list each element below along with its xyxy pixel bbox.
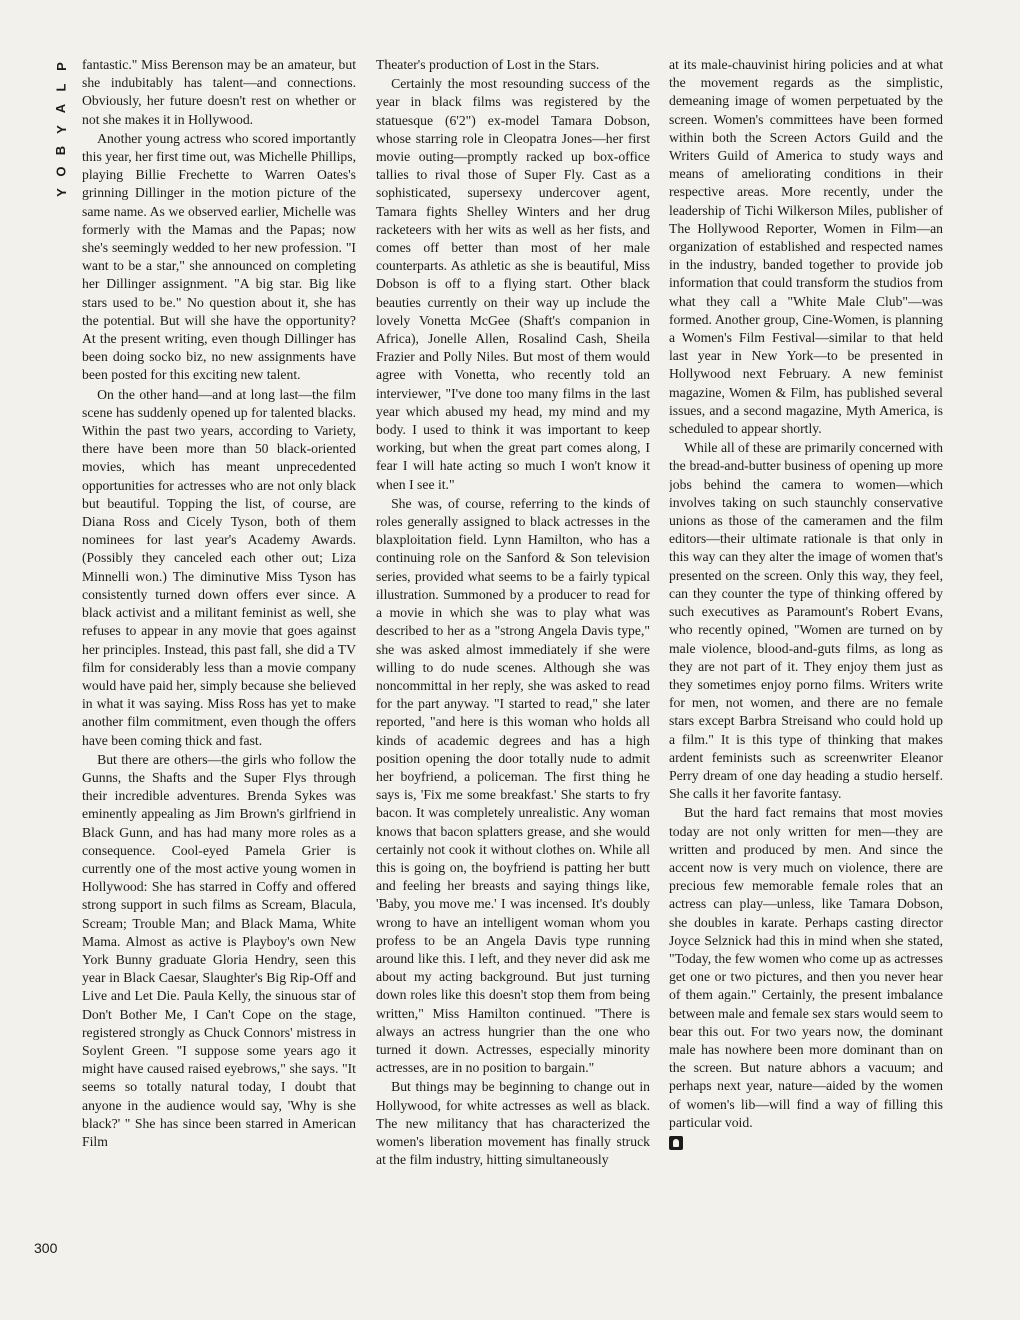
paragraph: On the other hand—and at long last—the film scene has suddenly opened up for talented blacks. Within the past two years, according to Variety, there have been more than 50 black-oriented movies, which has meant unprecedented opportunities for actresses who are not only black but beautiful. Topping the list, of course, are Diana Ross and Cicely Tyson, both of them nominees for last year's Academy Awards. (Possibly they canceled each other out; Liza Minnelli won.) The diminutive Miss Tyson has consistently turned down offers ever since. A black activist and a militant feminist as well, she refuses to appear in any movie that goes against her principles. Instead, this past fall, she did a TV film for considerably less than a movie company would have paid her, simply because she believed in what it was saying. Miss Ross has yet to make another film commitment, even though the offers have been coming thick and fast. — [82, 386, 356, 748]
paragraph: Certainly the most resounding success of the year in black films was registered by the statuesque (6'2") ex-model Tamara Dobson, whose starring role in Cleopatra Jones—her first movie outing—promptly racked up box-office tallies to rival those of Super Fly. Cast as a sophisticated, supersexy undercover agent, Tamara fights Shelley Winters and her drug racketeers with her wits as well as her fists, and comes off better than most of her male counterparts. As athletic as she is beautiful, Miss Dobson is off to a flying start. Other black beauties currently on their way up include the lovely Vonetta McGee (Shaft's companion in Africa), Jonelle Allen, Rosalind Cash, Sheila Frazier and Polly Niles. But most of them would agree with Vonetta, who recently told an interviewer, "I've done too many films in the last year which abused my head, my mind and my body. I used to think it was important to keep working, but when the great part comes along, I fear I will hate acting so much I won't know it when I see it." — [376, 76, 650, 492]
page-number: 300 — [34, 1240, 58, 1256]
paragraph: But there are others—the girls who follow the Gunns, the Shafts and the Super Flys through their incredible adventures. Brenda Sykes was eminently appealing as Jim Brown's girlfriend in Black Gunn, and has had many more roles as a consequence. Cool-eyed Pamela Grier is currently one of the most active young women in Hollywood: She has starred in Coffy and offered strong support in such films as Scream, Blacula, Scream; Trouble Man; and Black Mama, White Mama. Almost as active is Playboy's own New York Bunny graduate Gloria Hendry, seen this year in Black Caesar, Slaughter's Big Rip-Off and Live and Let Die. Paula Kelly, the sinuous star of Don't Bother Me, I Can't Cope on the stage, registered strongly as Chuck Connors' mistress in Soylent Green. "I suppose some years ago it might have caused raised eyebrows," she says. "It seems so totally natural today, I doubt that anyone in the audience would say, 'Why is she black?' " She has since been starred in American Film — [82, 751, 356, 1149]
masthead-letter: L — [53, 83, 69, 92]
paragraph: Theater's production of Lost in the Stars. — [376, 57, 600, 72]
paragraph: While all of these are primarily concerned with the bread-and-butter business of opening up more jobs behind the camera to women—which involves taking on such staunchly conservative unions as those of the cameramen and the film editors—their ultimate rationale is that only in this way can they alter the image of women that's presented on the screen. Only this way, they feel, can they counter the type of thinking offered by such executives as Paramount's Robert Evans, who recently opined, "Women are turned on by male violence, blood-and-guts films, as long as they are not part of it. They enjoy them just as they sometimes enjoy porno films. Writers write for men, not women, and there are no female stars except Barbra Streisand who could hold up a film." It is this type of thinking that makes ardent feminists such as screenwriter Eleanor Perry dream of one day heading a studio herself. She calls it her favorite fantasy. — [669, 440, 943, 802]
rabbit-head-icon — [669, 1136, 683, 1150]
paragraph: But the hard fact remains that most movies today are not only written for men—they are written and produced by men. And since the accent now is very much on violence, there are precious few memorable female roles that an actress can play—unless, like Tamara Dobson, she doubles in karate. Perhaps casting director Joyce Selznick had this in mind when she stated, "Today, the few women who come up as actresses get one or two pictures, and then you never hear of them again." Certainly, the present imbalance between male and female sex stars would seem to bear this out. For two years now, the dominant male has nowhere been more dominant than on the screen. But nature abhors a vacuum; and perhaps next year, nature—aided by the women of women's lib—will find a way of filling this particular void. — [669, 805, 943, 1130]
paragraph: Another young actress who scored importantly this year, her first time out, was Michelle Phillips, playing Billie Frechette to Warren Oates's grinning Dillinger in the motion picture of the same name. As we observed earlier, Michelle was formerly with the Mamas and the Papas; now she's seemingly wedded to her new profession. "I want to be a star," she announced on completing her Dillinger assignment. "A big star. Big like stars used to be." No question about it, she has the potential. But will she have the opportunity? At the present writing, even though Dillinger has been doing socko biz, no new assignments have been posted for this exciting new talent. — [82, 130, 356, 383]
paragraph: at its male-chauvinist hiring policies and at what the movement regards as the simplistic, demeaning image of women perpetuated by the screen. Women's committees have been formed within both the Screen Actors Guild and the Writers Guild of America to study ways and means of ameliorating conditions in their respective areas. More recently, under the leadership of Tichi Wilkerson Miles, publisher of The Hollywood Reporter, Women in Film—an organization of established and respected names in the industry, banded together to provide job information that could transform the studios from what they call a "White Male Club"—was formed. Another group, Cine-Women, is planning a Women's Film Festival—similar to that held last year in New York—to be presented in Hollywood next February. A new feminist magazine, Women & Film, has published several issues, and a second magazine, Myth America, is scheduled to appear shortly. — [669, 57, 943, 437]
masthead-letter: Y — [53, 188, 69, 197]
text-column-2 — [376, 56, 650, 1261]
text-column-1 — [82, 56, 356, 1261]
paragraph: But things may be beginning to change out in Hollywood, for white actresses as well as black. The new militancy that has characterized the women's liberation movement has finally struck at the film industry, hitting simultaneously — [376, 1079, 650, 1168]
masthead-letter: P — [53, 62, 69, 71]
masthead-letter: Y — [53, 125, 69, 134]
masthead-letter: B — [53, 145, 69, 156]
masthead-letter: O — [53, 166, 69, 177]
masthead — [52, 56, 70, 203]
masthead-letter: A — [53, 103, 69, 114]
paragraph: fantastic." Miss Berenson may be an amateur, but she indubitably has talent—and connections. Obviously, her future doesn't rest on whether or not she makes it in Hollywood. — [82, 57, 356, 127]
text-column-3 — [669, 56, 943, 1261]
paragraph: She was, of course, referring to the kinds of roles generally assigned to black actresses in the blaxploitation field. Lynn Hamilton, who has a continuing role on the Sanford & Son television series, provided what seems to be a fairly typical illustration. Summoned by a producer to read for a movie in which she was to play what was described to her as a "strong Angela Davis type," she was asked almost immediately if she were willing to do nude scenes. Although she was noncommittal in her reply, she was asked to read for the part anyway. "I started to read," she later reported, "and here is this woman who holds all kinds of academic degrees and has a high position opening the door totally nude to admit her boyfriend, a policeman. The first thing he says is, 'Fix me some breakfast.' She starts to fry bacon. It was completely unrealistic. Any woman knows that bacon splatters grease, and she would certainly not cook it without clothes on. While all this is going on, the boyfriend is patting her butt and feeling her breasts and saying things like, 'Baby, you move me.' I was incensed. It's doubly wrong to have an intelligent woman whom you profess to be an Angela Davis type running around like this. I left, and they never did ask me about my acting background. But just turning down roles like this doesn't stop them from being written," Miss Hamilton continued. "There is always an actress hungrier than the one who turned it down. Actresses, especially minority actresses, are in no position to bargain." — [376, 495, 650, 1076]
